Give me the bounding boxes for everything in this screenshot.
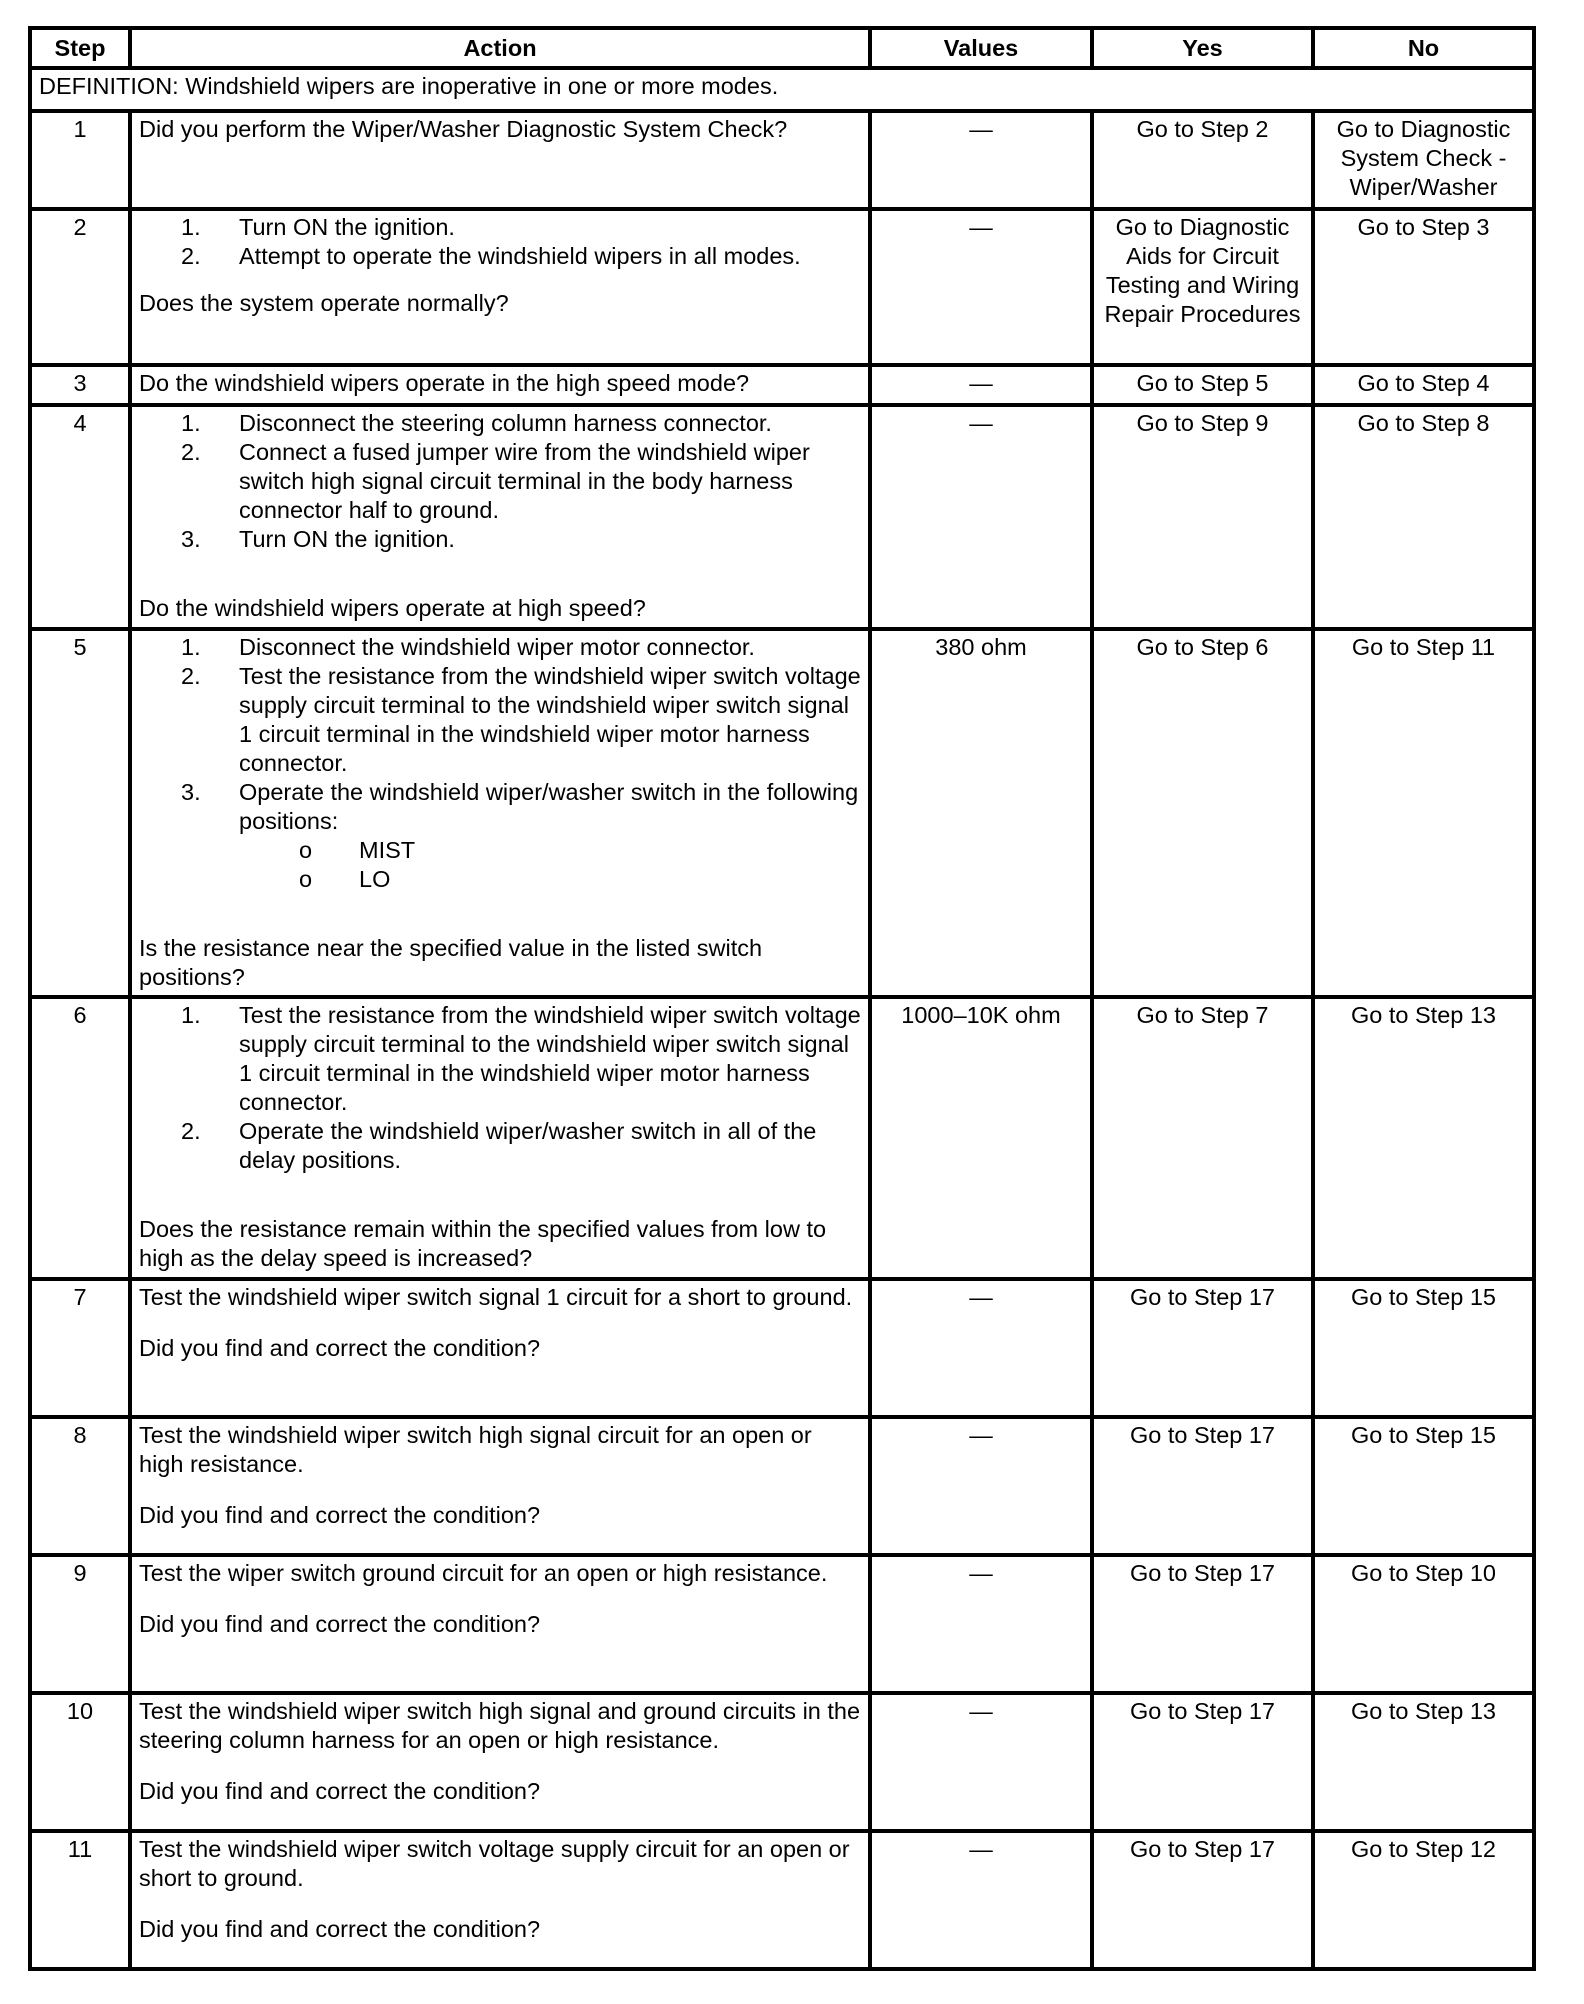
action-step: Test the resistance from the windshield wiper switch voltage supply circuit terminal to the windshield wiper switch signal 1 circuit terminal in the windshield wiper motor harness connector. [239,663,861,776]
action-question: Did you find and correct the condition? [139,1611,541,1637]
table-row [30,1831,1534,1969]
action-cell [130,1555,870,1693]
no-cell: Go to Step 13 [1313,997,1534,1279]
action-cell [130,997,870,1279]
step-number: 7 [30,1279,130,1417]
value-cell: — [870,365,1092,405]
step-number: 3 [30,365,130,405]
action-step-text: Operate the windshield wiper/washer switch in the following positions: [239,779,859,834]
header-action: Action [130,28,870,68]
yes-cell: Go to Step 6 [1092,629,1313,997]
action-cell [130,1417,870,1555]
yes-cell: Go to Diagnostic Aids for Circuit Testing and Wiring Repair Procedures [1092,209,1313,365]
yes-cell: Go to Step 5 [1092,365,1313,405]
no-cell: Go to Step 12 [1313,1831,1534,1969]
action-question: Did you find and correct the condition? [139,1502,541,1528]
no-cell: Go to Step 3 [1313,209,1534,365]
yes-cell: Go to Step 9 [1092,405,1313,629]
header-no: No [1313,28,1534,68]
action-step: Test the resistance from the windshield wiper switch voltage supply circuit terminal to the windshield wiper switch signal 1 circuit terminal in the windshield wiper motor harness connector. [239,1002,861,1115]
action-step: Connect a fused jumper wire from the windshield wiper switch high signal circuit terminal in the body harness connector half to ground. [239,439,810,523]
table-row [30,1555,1534,1693]
step-number: 9 [30,1555,130,1693]
yes-cell: Go to Step 17 [1092,1417,1313,1555]
action-text: Test the windshield wiper switch high signal and ground circuits in the steering column harness for an open or high resistance. [139,1698,861,1753]
yes-cell: Go to Step 17 [1092,1555,1313,1693]
no-cell: Go to Step 15 [1313,1417,1534,1555]
action-question: Did you find and correct the condition? [139,1335,541,1361]
yes-cell: Go to Step 7 [1092,997,1313,1279]
table-row [30,1417,1534,1555]
action-cell [130,365,870,405]
yes-cell: Go to Step 17 [1092,1693,1313,1831]
table-row [30,365,1534,405]
action-cell [130,1831,870,1969]
value-cell: — [870,405,1092,629]
no-cell: Go to Step 8 [1313,405,1534,629]
action-steps [139,213,861,271]
table-row [30,209,1534,365]
yes-cell: Go to Step 2 [1092,111,1313,209]
table-row [30,405,1534,629]
value-cell: — [870,1279,1092,1417]
step-number: 10 [30,1693,130,1831]
action-step: Disconnect the steering column harness connector. [239,410,772,436]
action-text: Do the windshield wipers operate in the high speed mode? [139,370,750,396]
action-cell [130,209,870,365]
table-row [30,629,1534,997]
table-row [30,1279,1534,1417]
action-steps [139,1001,861,1175]
value-cell: — [870,1417,1092,1555]
action-text: Test the windshield wiper switch high signal circuit for an open or high resistance. [139,1422,812,1477]
step-number: 5 [30,629,130,997]
switch-position: o MIST [359,836,861,865]
action-steps [139,633,861,894]
action-text: Test the windshield wiper switch signal 1 circuit for a short to ground. [139,1284,853,1310]
step-number: 2 [30,209,130,365]
definition-text: DEFINITION: Windshield wipers are inoperative in one or more modes. [30,68,1534,111]
action-step: Operate the windshield wiper/washer switch in all of the delay positions. [239,1118,817,1173]
step-number: 8 [30,1417,130,1555]
no-cell: Go to Step 4 [1313,365,1534,405]
value-cell: 1000–10K ohm [870,997,1092,1279]
action-text: Test the wiper switch ground circuit for an open or high resistance. [139,1560,828,1586]
switch-positions [239,836,861,894]
value-cell: — [870,111,1092,209]
action-question: Did you find and correct the condition? [139,1916,541,1942]
action-text: Test the windshield wiper switch voltage supply circuit for an open or short to ground. [139,1836,850,1891]
definition-row [30,68,1534,111]
header-values: Values [870,28,1092,68]
action-question: Do the windshield wipers operate at high speed? [139,595,646,621]
no-cell: Go to Step 11 [1313,629,1534,997]
action-question: Does the resistance remain within the specified values from low to high as the delay speed is increased? [139,1216,827,1271]
action-cell [130,1279,870,1417]
no-cell: Go to Step 10 [1313,1555,1534,1693]
action-question: Did you find and correct the condition? [139,1778,541,1804]
switch-position: o LO [359,865,861,894]
action-question: Does the system operate normally? [139,290,509,316]
yes-cell: Go to Step 17 [1092,1831,1313,1969]
value-cell: — [870,1555,1092,1693]
table-row [30,997,1534,1279]
no-cell: Go to Diagnostic System Check - Wiper/Washer [1313,111,1534,209]
value-cell: 380 ohm [870,629,1092,997]
no-cell: Go to Step 15 [1313,1279,1534,1417]
step-number: 4 [30,405,130,629]
table-row [30,1693,1534,1831]
action-steps [139,409,861,554]
value-cell: — [870,1831,1092,1969]
no-cell: Go to Step 13 [1313,1693,1534,1831]
diagnostic-table [28,26,1536,1971]
header-yes: Yes [1092,28,1313,68]
action-cell [130,405,870,629]
action-text: Did you perform the Wiper/Washer Diagnostic System Check? [139,116,788,142]
action-step: Attempt to operate the windshield wipers in all modes. [239,243,801,269]
value-cell: — [870,1693,1092,1831]
action-cell [130,629,870,997]
step-number: 1 [30,111,130,209]
yes-cell: Go to Step 17 [1092,1279,1313,1417]
header-step: Step [30,28,130,68]
step-number: 6 [30,997,130,1279]
step-number: 11 [30,1831,130,1969]
action-cell [130,1693,870,1831]
action-step: Turn ON the ignition. [239,214,455,240]
header-row [30,28,1534,68]
value-cell: — [870,209,1092,365]
action-step [239,778,861,894]
action-question: Is the resistance near the specified value in the listed switch positions? [139,935,763,990]
action-cell [130,111,870,209]
action-step: Turn ON the ignition. [239,526,455,552]
table-row [30,111,1534,209]
action-step: Disconnect the windshield wiper motor connector. [239,634,755,660]
